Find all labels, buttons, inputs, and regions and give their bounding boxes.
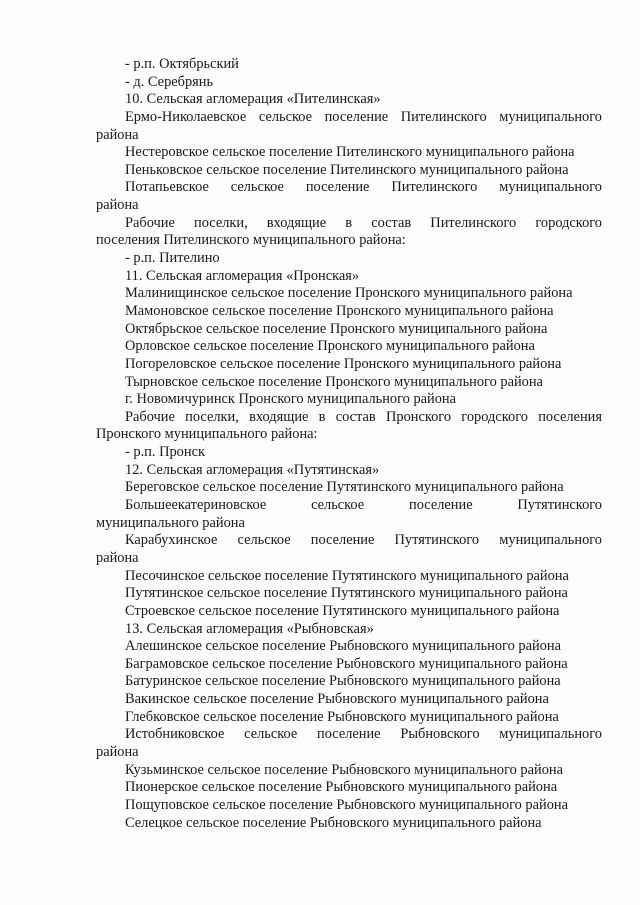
text-line: Путятинское сельское поселение Путятинского муниципального района: [125, 585, 568, 602]
text-line: Большеекатериновское сельское поселение Путятинского: [125, 497, 602, 514]
text-line: Пионерское сельское поселение Рыбновского муниципального района: [125, 779, 558, 796]
text-line: Карабухинское сельское поселение Путятинского муниципального: [125, 532, 602, 549]
text-line: Строевское сельское поселение Путятинского муниципального района: [125, 602, 560, 619]
text-line: Октябрьское сельское поселение Пронского муниципального района: [125, 320, 548, 337]
text-line: Потапьевское сельское поселение Пителинского муниципального: [125, 179, 602, 196]
text-line: Береговское сельское поселение Путятинского муниципального района: [125, 479, 564, 496]
text-line: района: [96, 549, 139, 566]
document-text: [96, 56, 602, 832]
text-line: Рабочие поселки, входящие в состав Пронского городского поселения: [125, 408, 602, 425]
text-line: муниципального района: [96, 514, 245, 531]
text-line: 10. Сельская агломерация «Пителинская»: [125, 91, 381, 108]
text-line: 12. Сельская агломерация «Путятинская»: [125, 461, 380, 478]
text-line: Тырновское сельское поселение Пронского муниципального района: [125, 373, 543, 390]
text-line: - р.п. Октябрьский: [125, 56, 239, 72]
text-line: Глебковское сельское поселение Рыбновского муниципального района: [125, 708, 559, 725]
text-line: Пощуповское сельское поселение Рыбновского муниципального района: [125, 796, 568, 813]
text-line: Рабочие поселки, входящие в состав Пителинского городского: [125, 214, 602, 231]
text-line: Погореловское сельское поселение Пронского муниципального района: [125, 355, 562, 372]
text-line: Мамоновское сельское поселение Пронского муниципального района: [125, 302, 554, 319]
text-line: Орловское сельское поселение Пронского муниципального района: [125, 338, 535, 355]
text-line: Малинищинское сельское поселение Пронского муниципального района: [125, 285, 573, 302]
text-line: 13. Сельская агломерация «Рыбновская»: [125, 620, 374, 637]
text-line: Кузьминское сельское поселение Рыбновского муниципального района: [125, 761, 563, 778]
text-line: района: [96, 197, 139, 214]
text-line: Пронского муниципального района:: [96, 426, 318, 443]
text-line: - р.п. Пронск: [125, 444, 205, 461]
text-line: Вакинское сельское поселение Рыбновского муниципального района: [125, 691, 549, 708]
text-line: - д. Серебрянь: [125, 73, 214, 90]
text-line: поселения Пителинского муниципального района:: [96, 232, 406, 249]
text-line: Баграмовское сельское поселение Рыбновского муниципального района: [125, 655, 568, 672]
text-line: 11. Сельская агломерация «Пронская»: [125, 267, 360, 284]
text-line: г. Новомичуринск Пронского муниципального района: [125, 391, 457, 408]
text-line: Нестеровское сельское поселение Пителинского муниципального района: [125, 144, 575, 161]
text-line: Пеньковское сельское поселение Пителинского муниципального района: [125, 161, 569, 178]
text-line: района: [96, 126, 139, 143]
text-line: Селецкое сельское поселение Рыбновского муниципального района: [125, 814, 542, 831]
text-line: - р.п. Пителино: [125, 250, 220, 267]
text-line: Песочинское сельское поселение Путятинского муниципального района: [125, 567, 569, 584]
text-line: Истобниковское сельское поселение Рыбновского муниципального: [125, 726, 602, 743]
text-line: района: [96, 743, 139, 760]
text-line: Батуринское сельское поселение Рыбновского муниципального района: [125, 673, 561, 690]
text-line: Алешинское сельское поселение Рыбновского муниципального района: [125, 638, 561, 655]
text-line: Ермо-Николаевское сельское поселение Пителинского муниципального: [125, 108, 602, 125]
